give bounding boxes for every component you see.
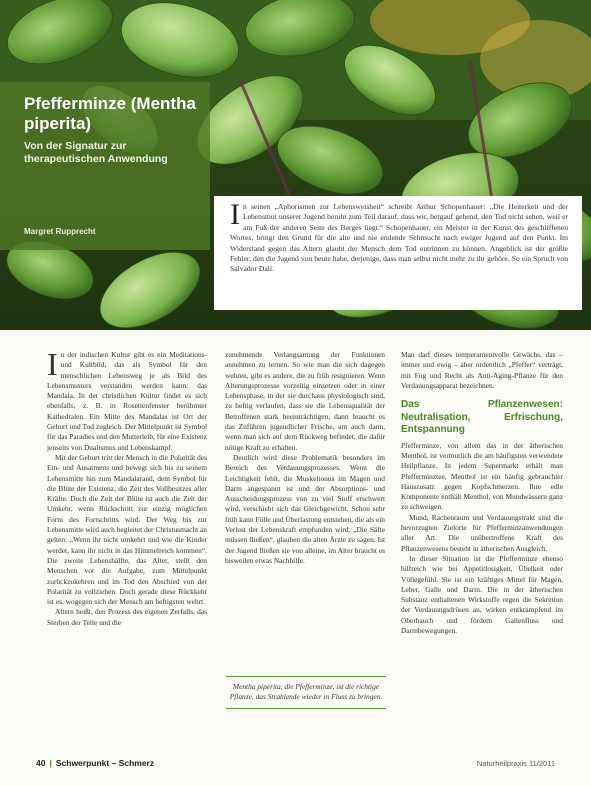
col1-paragraph-1: In der indischen Kultur gibt es ein Meditations- und Kultbild, das als Symbol für den menschlichen Lebensweg je als Bild des Lebensmusters verstanden werden kann: das Mandala. In der christlichen Kultur findet es sich ebenfalls, z. B. in Rosettenfenster berühmter Kathedralen. Ein Mitte des Mandalas ist Ort der Geburt und Tod zugleich. Der Mittelpunkt ist Symbol für das Paradies und den Mutterleib, für eine Existenz jenseits von Dualismus und Lebenskampf.: [47, 346, 207, 452]
col1-paragraph-3: Altern heißt, den Prozess des eigenen Zerfalls, das Sterben der Teile und die: [47, 607, 207, 627]
intro-text: In seinen „Aphorismen zur Lebensweisheit“ schreibt Arthur Schopenhauer: „Die Heiterkeit und der Lebensmut unserer Jugend beruht zum Teil darauf, dass wir, bergauf gehend, den Tod nicht sehen, weil er am Fuß der anderen Seite des Berges liegt.“ Schopenhauer, ein Meister in der Kunst des geschliffenen Wortes, bringt den Grund für die alte und nie endende Sehnsucht nach ewiger Jugend auf den Punkt. Im Widerstand gegen das Altern glaubt der Mensch dem Tod entrinnen zu können. Angeblick ist der größte Fehler, den die Jugend von heute habe, derjenige, dass man selbst nicht mehr zu ihr gehöre. So ein Spruch von Salvador Dalí.: [230, 198, 568, 274]
footer-section: Schwerpunkt – Schmerz: [55, 758, 155, 768]
col3-paragraph-1: Man darf dieses temperamentvolle Gewächs, das – immer und ewig – aber ordentlich „Pfeffer“ verträgt, mit Fug und Recht als Anti-Aging-Pflanze für den Verdauungsapparat bezeichnen.: [401, 350, 563, 390]
article-title: Pfefferminze (Mentha piperita): [24, 94, 196, 133]
pull-quote: Mentha piperita, die Pfefferminze, ist die richtige Pflanze, das Strahlende wieder in Fluss zu bringen.: [226, 676, 386, 709]
col3-paragraph-3: Mund, Rachenraum und Verdauungstrakt sind die bevorzugten Zielorte für Pfefferminzanwendungen aller Art. Die unübertroffene Kraft des Pflanzenwesens besteht in ätherischen Ausgleich.: [401, 512, 563, 553]
footer-separator: |: [49, 758, 52, 768]
article-author: Margret Rupprecht: [24, 227, 96, 236]
column-2: [225, 350, 385, 566]
column-1: [47, 346, 207, 628]
intro-box: [214, 196, 582, 310]
col1-paragraph-2: Mit der Geburt tritt der Mensch in die Polarität des Ein- und Ausatmens und bewegt sich bis zu seinem Lebensmitte hin zum Mandalarand, dem Symbol für die Blüte der Existenz, die Zeit des Vollbesitzes aller Kräfte. Doch die Zeit der Blüte ist auch die Zeit der Umkehr, wenn Rückschritt zur einzig möglichen Form des Fortschritts wird. Der Weg bis zur Lebensmitte wird auch begleitet der Christusmacht an gelten: „Wenn ihr nicht umkehrt und wie die Kinder werdet, kann ihr nicht in das Himmelreich kommen“. Die zweite Lebenshälfte, das Alter, stellt den Menschen vor die Aufgabe, zum Mittelpunkt zurückzukehren und im Tod den Abschied von der Polarität zu vollziehen. Doch gerade diese Rückkehr ist es, wogegen sich der Mensch am heftigsten wehrt.: [47, 452, 207, 607]
section-heading: Das Pflanzenwesen: Neutralisation, Erfrischung, Entspannung: [401, 399, 563, 436]
col1-initial: I: [47, 346, 58, 382]
page-number: 40: [36, 758, 46, 768]
col3-paragraph-4: In dieser Situation ist die Pfefferminze ebenso hilfreich wie bei Appetitlosigkeit, Übelkeit oder Völlegefühl. Sie ist ein kräftiges Mittel für Magen, Leber, Galle und Darm. Die in der ätherischen Substanz enthaltenen Wirkstoffe regen die Sekretion der Verdauungsdrüsen an, wirken entkrampfend im Oberbauch und fördern Gallenfluss und Darmbewegungen.: [401, 553, 563, 636]
col2-paragraph-1: zunehmende Verlangsamung der Funktionen annehmen zu lernen. So wie man die sich dagegen wehren, gibt es andere, die zu früh resignieren. Wenn Alterungsprozesse vorzeitig einsetzen oder in einer Lebensphase, in der sie durchaus physiologisch sind, zu heftig verlaufen, dass sie die Lebensqualität der Betroffenen stark beeinträchtigen, dann braucht es das Zuführen jugendlicher Frische, am auch dann, wenn man sich auf dem Rückweg befindet, die dafür nötige Kraft zu erhalten.: [225, 350, 385, 452]
article-subtitle: Von der Signatur zur therapeutischen Anwendung: [24, 140, 168, 165]
footer-left: [36, 758, 154, 768]
footer-journal: Naturheilpraxis 11/2011: [476, 759, 555, 768]
col3-paragraph-2: Pfefferminze, von allem das in der ätherischen Menthol, ist vermutlich die am häufigsten verwendete Heilpflanze. In jedem Supermarkt erhält man Pfefferminztee, Menthol ist ein häufig gebrauchter Hauszusatz gegen Kopfschmerzen. Ihre edle Komponente enthält Menthol, von Mundwässern ganz zu schweigen.: [401, 440, 563, 512]
column-3: [401, 350, 563, 636]
hero-image: [0, 0, 591, 330]
intro-initial: I: [230, 198, 240, 231]
col2-paragraph-2: Deutlich wird diese Problematik besonders im Bereich des Verdauungsprozesses. Wenn die Leichtigkeit fehlt, die Muskeltonus im Magen und Darm angespannt ist und der Absorptions- und Ausscheidungsprozess von zu viel Stoff erschwert wird, verschiebt sich das Gleichgewicht. Schon sehr früh kann Fülle und Überlastung entstehen, die als ein Verlust der Lebenskraft empfunden wird. „Die Säfte müssen fließen“, glauben die alten Ärzte zu sagen. Ist der Jugend fließen sie von alleine, im Alter braucht es bisweilen etwas Nachhilfe.: [225, 452, 385, 565]
